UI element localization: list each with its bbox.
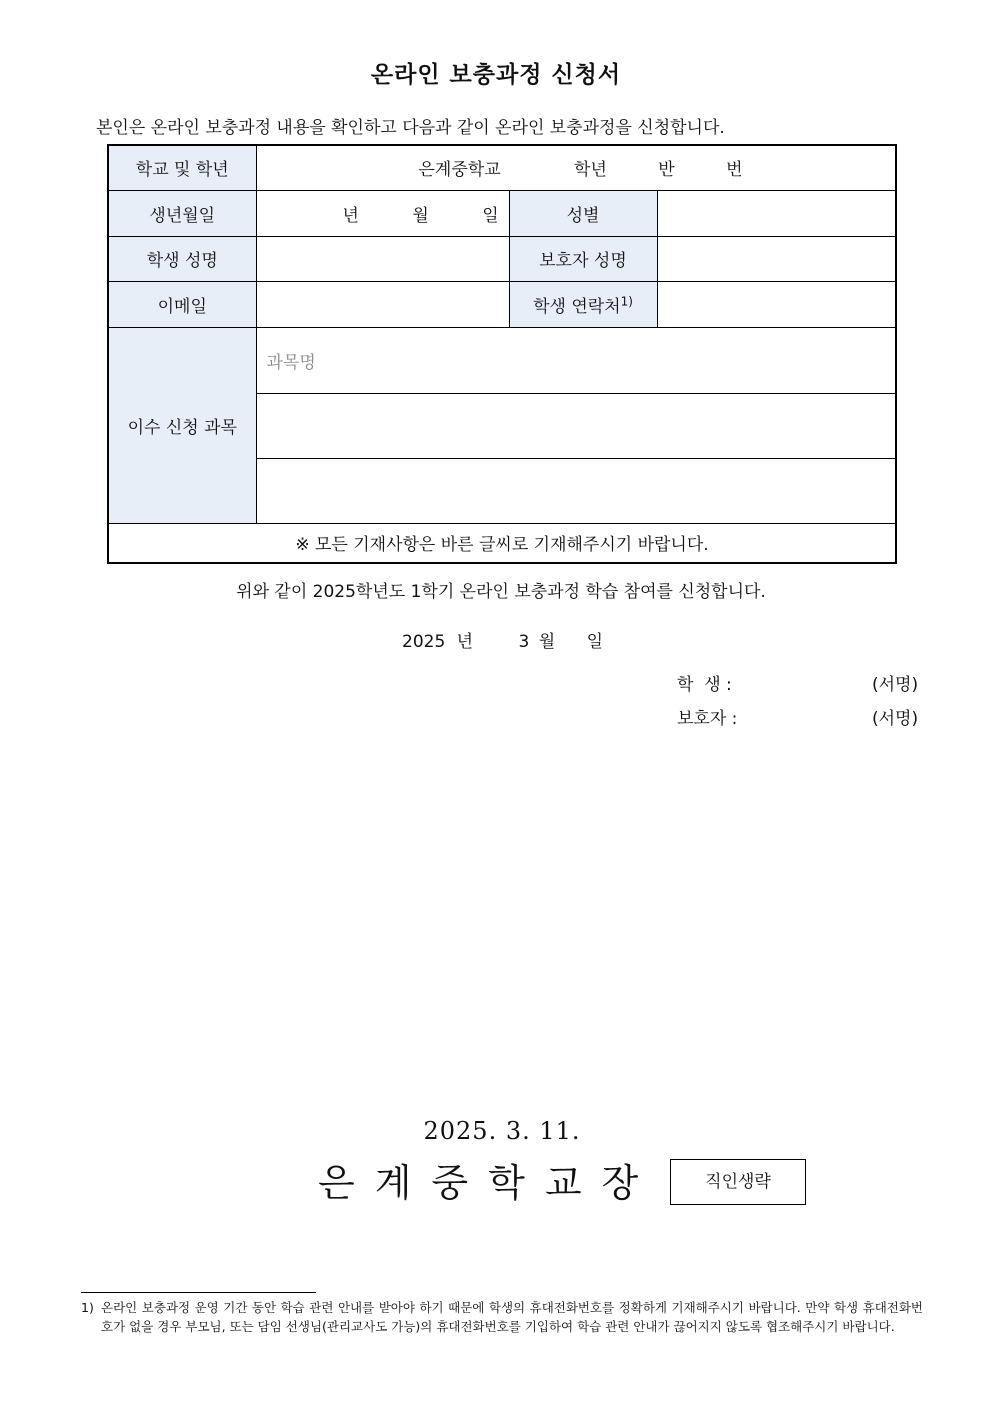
footnote-reference: 1): [620, 293, 633, 308]
date-month-unit: 월: [538, 632, 556, 652]
student-contact-label-cell: [509, 281, 657, 327]
student-contact-label: 학생 연락처: [533, 296, 621, 317]
student-signature-field[interactable]: (서명): [872, 675, 919, 695]
issue-date: 2025. 3. 11.: [423, 1117, 581, 1145]
year-unit: 년: [342, 205, 359, 226]
school-grade-label: 학교 및 학년: [108, 145, 256, 190]
intro-text: 본인은 온라인 보충과정 내용을 확인하고 다음과 같이 온라인 보충과정을 신청합니다.: [96, 118, 725, 138]
student-signature-label: 학 생 :: [677, 675, 732, 695]
footnote-number: 1): [81, 1300, 94, 1315]
principal-title: 은계중학교장: [318, 1161, 659, 1205]
email-label: 이메일: [108, 281, 256, 327]
class-unit: 반: [658, 160, 675, 181]
date-day-unit: 일: [586, 632, 604, 652]
application-date: [402, 627, 603, 652]
number-unit: 번: [726, 160, 743, 181]
footnote: [81, 1298, 923, 1336]
date-year-unit: 년: [456, 632, 474, 652]
date-month: 3: [518, 632, 530, 652]
grade-unit: 학년: [574, 160, 607, 181]
date-year: 2025: [402, 632, 446, 652]
month-unit: 월: [412, 205, 429, 226]
subject-row-3[interactable]: [256, 458, 896, 523]
student-name-label: 학생 성명: [108, 236, 256, 281]
guardian-name-label: 보호자 성명: [509, 236, 657, 281]
subject-row-1[interactable]: [256, 327, 896, 393]
birthdate-label: 생년월일: [108, 190, 256, 236]
guardian-name-field[interactable]: [657, 236, 896, 281]
school-name: 은계중학교: [418, 160, 501, 181]
gender-field[interactable]: [657, 190, 896, 236]
school-grade-field[interactable]: [256, 145, 896, 190]
guardian-signature-label: 보호자 :: [677, 709, 738, 729]
form-note: ※ 모든 기재사항은 바른 글씨로 기재해주시기 바랍니다.: [108, 523, 896, 563]
subject-row-2[interactable]: [256, 393, 896, 458]
gender-label: 성별: [509, 190, 657, 236]
guardian-signature-field[interactable]: (서명): [872, 709, 919, 729]
application-form-table: [107, 144, 897, 564]
seal-omitted-box: 직인생략: [670, 1159, 806, 1205]
day-unit: 일: [482, 205, 499, 226]
birthdate-field[interactable]: [256, 190, 509, 236]
subject-header: 과목명: [266, 352, 316, 373]
subjects-label: 이수 신청 과목: [108, 327, 256, 523]
footnote-divider: [81, 1292, 316, 1293]
email-field[interactable]: [256, 281, 509, 327]
document-title: 온라인 보충과정 신청서: [370, 62, 622, 88]
student-contact-field[interactable]: [657, 281, 896, 327]
student-name-field[interactable]: [256, 236, 509, 281]
pledge-text: 위와 같이 2025학년도 1학기 온라인 보충과정 학습 참여를 신청합니다.: [236, 582, 766, 602]
footnote-text: 온라인 보충과정 운영 기간 동안 학습 관련 안내를 받아야 하기 때문에 학생의 휴대전화번호를 정확하게 기재해주시기 바랍니다. 만약 학생 휴대전화번호가 없을 경우 부모님, 또는 담임 선생님(관리교사도 가능)의 휴대전화번호를 기입하여 학습 관련 안내가 끊어지지 않도록 협조해주시기 바랍니다.: [101, 1300, 923, 1334]
